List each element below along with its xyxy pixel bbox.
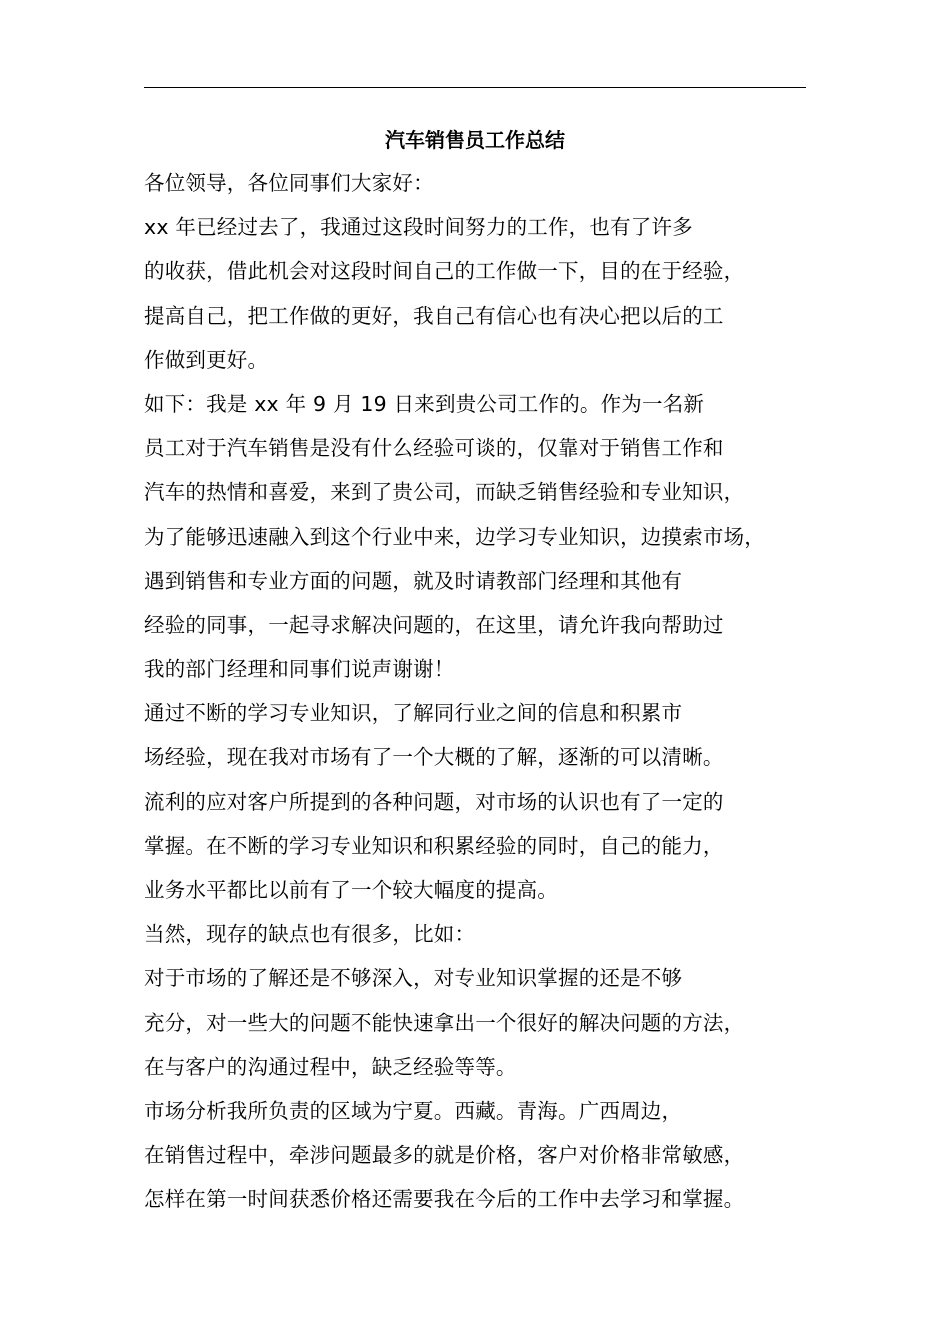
body-line: 当然，现存的缺点也有很多，比如： <box>144 922 476 947</box>
body-line: 通过不断的学习专业知识，了解同行业之间的信息和积累市 <box>144 701 683 726</box>
body-line: 在与客户的沟通过程中，缺乏经验等等。 <box>144 1054 517 1079</box>
body-line: xx 年已经过去了，我通过这段时间努力的工作，也有了许多 <box>144 215 693 240</box>
body-line: 业务水平都比以前有了一个较大幅度的提高。 <box>144 878 558 902</box>
body-line: 在销售过程中，牵涉问题最多的就是价格，客户对价格非常敏感， <box>144 1143 745 1168</box>
body-line: 怎样在第一时间获悉价格还需要我在今后的工作中去学习和掌握。 <box>144 1187 745 1212</box>
header-rule <box>144 87 806 88</box>
body-line: 充分，对一些大的问题不能快速拿出一个很好的解决问题的方法， <box>144 1010 745 1035</box>
body-line: 经验的同事，一起寻求解决问题的，在这里，请允许我向帮助过 <box>144 612 724 637</box>
body-line: 遇到销售和专业方面的问题，就及时请教部门经理和其他有 <box>144 568 683 593</box>
body-line: 我的部门经理和同事们说声谢谢！ <box>144 657 455 682</box>
document-body <box>144 165 844 1226</box>
body-line: 作做到更好。 <box>144 347 269 372</box>
body-line: 如下：我是 xx 年 9 月 19 日来到贵公司工作的。作为一名新 <box>144 391 705 416</box>
body-line: 流利的应对客户所提到的各种问题，对市场的认识也有了一定的 <box>144 789 724 814</box>
body-line: 汽车的热情和喜爱，来到了贵公司，而缺乏销售经验和专业知识， <box>144 480 745 505</box>
body-line: 为了能够迅速融入到这个行业中来，边学习专业知识，边摸索市场， <box>144 524 765 549</box>
document-title: 汽车销售员工作总结 <box>385 128 565 152</box>
body-line: 对于市场的了解还是不够深入，对专业知识掌握的还是不够 <box>144 966 683 991</box>
body-line: 员工对于汽车销售是没有什么经验可谈的，仅靠对于销售工作和 <box>144 436 724 461</box>
body-line: 各位领导，各位同事们大家好： <box>144 171 434 195</box>
body-line: 市场分析我所负责的区域为宁夏。西藏。青海。广西周边， <box>144 1098 683 1123</box>
body-line: 掌握。在不断的学习专业知识和积累经验的同时，自己的能力， <box>144 833 724 858</box>
body-line: 提高自己，把工作做的更好，我自己有信心也有决心把以后的工 <box>144 303 724 328</box>
body-line: 场经验，现在我对市场有了一个大概的了解，逐渐的可以清晰。 <box>144 745 724 770</box>
body-line: 的收获，借此机会对这段时间自己的工作做一下，目的在于经验， <box>144 259 745 284</box>
